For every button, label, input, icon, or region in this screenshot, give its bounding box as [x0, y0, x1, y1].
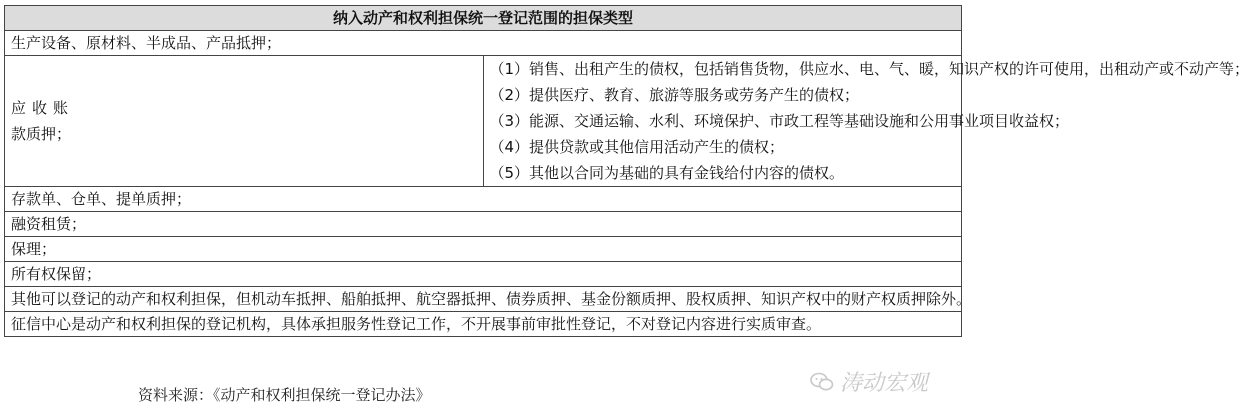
table-title: 纳入动产和权利担保统一登记范围的担保类型 — [5, 6, 962, 31]
row-deposit-pledge: 存款单、仓单、提单质押； — [5, 187, 962, 212]
source-note: 资料来源：《动产和权利担保统一登记办法》 — [138, 386, 431, 404]
table-row — [5, 287, 962, 312]
watermark-text: 涛动宏观 — [840, 371, 929, 396]
receivables-label-line2: 款质押； — [11, 125, 72, 143]
receivables-item: （4）提供贷款或其他信用活动产生的债权； — [489, 138, 785, 156]
receivables-label — [5, 56, 484, 187]
row-other-guarantees: 其他可以登记的动产和权利担保，但机动车抵押、船舶抵押、航空器抵押、债券质押、基金份额质押、股权质押、知识产权中的财产权质押除外。 — [5, 287, 962, 312]
row-financial-leasing: 融资租赁； — [5, 212, 962, 237]
document-table-container — [4, 5, 1249, 337]
table-header-row — [5, 6, 962, 31]
wechat-icon — [810, 372, 834, 392]
guarantee-types-table — [4, 5, 1249, 337]
table-row — [5, 212, 962, 237]
receivables-item: （3）能源、交通运输、水利、环境保护、市政工程等基础设施和公用事业项目收益权； — [489, 112, 1070, 130]
receivables-label-line1: 应收账 — [11, 99, 75, 117]
row-equipment-mortgage: 生产设备、原材料、半成品、产品抵押； — [5, 31, 962, 56]
table-row — [5, 312, 962, 337]
row-factoring: 保理； — [5, 237, 962, 262]
receivables-item: （2）提供医疗、教育、旅游等服务或劳务产生的债权； — [489, 86, 860, 104]
table-row — [5, 31, 962, 56]
row-registration-agency: 征信中心是动产和权利担保的登记机构，具体承担服务性登记工作，不开展事前审批性登记，不对登记内容进行实质审查。 — [5, 312, 962, 337]
table-row — [5, 237, 962, 262]
watermark — [810, 366, 928, 397]
receivables-item: （5）其他以合同为基础的具有金钱给付内容的债权。 — [489, 164, 845, 182]
row-retention-of-title: 所有权保留； — [5, 262, 962, 287]
receivables-item: （1）销售、出租产生的债权，包括销售货物，供应水、电、气、暖，知识产权的许可使用，出租动产或不动产等； — [489, 60, 1249, 78]
table-row — [5, 187, 962, 212]
table-row — [5, 262, 962, 287]
table-row-receivables — [5, 56, 962, 187]
receivables-items — [483, 56, 1249, 187]
